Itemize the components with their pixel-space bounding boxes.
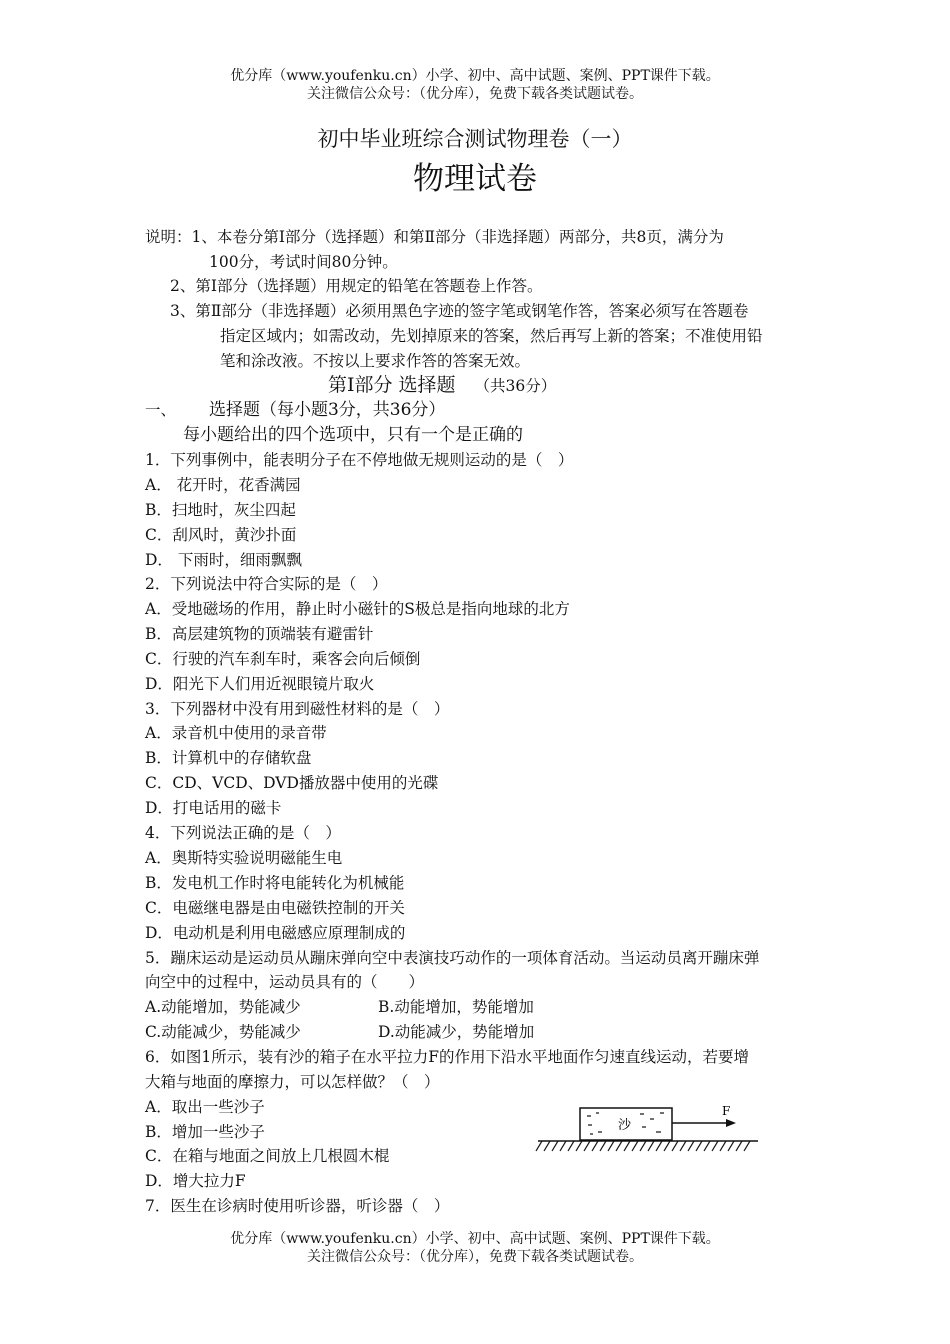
question-option: B．扫地时，灰尘四起: [145, 501, 296, 519]
question-option: D．打电话用的磁卡: [145, 799, 282, 817]
part-heading: [328, 375, 556, 396]
header-line-1: 优分库（www.youfenku.cn）小学、初中、高中试题、案例、PPT课件下载。: [230, 68, 720, 84]
question-option: A． 花开时，花香满园: [145, 476, 301, 494]
instruction-line: 2、第Ⅰ部分（选择题）用规定的铅笔在答题卷上作答。: [170, 277, 543, 295]
question-option: C．CD、VCD、DVD播放器中使用的光碟: [145, 774, 439, 792]
ground-hatching: [536, 1141, 750, 1151]
question-option: B.动能增加，势能增加: [378, 998, 534, 1016]
section-title: 选择题（每小题3分，共36分）: [208, 400, 446, 420]
question-option: D．电动机是利用电磁感应原理制成的: [145, 924, 406, 942]
question-option: D． 下雨时，细雨飘飘: [145, 551, 302, 569]
question-stem: 向空中的过程中，运动员具有的（ ）: [145, 973, 425, 991]
part-score: （共36分）: [474, 377, 557, 395]
question-option: D．增大拉力F: [145, 1172, 246, 1190]
section-heading: [145, 400, 445, 420]
question-stem: 2．下列说法中符合实际的是（ ）: [145, 575, 388, 593]
question-stem: 大箱与地面的摩擦力，可以怎样做？（ ）: [145, 1073, 440, 1091]
question-option: A．取出一些沙子: [145, 1098, 265, 1116]
footer-line-2: 关注微信公众号：（优分库），免费下载各类试题试卷。: [307, 1249, 643, 1265]
question-stem: 5．蹦床运动是运动员从蹦床弹向空中表演技巧动作的一项体育活动。当运动员离开蹦床弹: [145, 949, 760, 967]
question-option: A．录音机中使用的录音带: [145, 724, 327, 742]
question-option: B．增加一些沙子: [145, 1123, 265, 1141]
question-option: C．行驶的汽车刹车时，乘客会向后倾倒: [145, 650, 421, 668]
question-option: D．阳光下人们用近视眼镜片取火: [145, 675, 375, 693]
question-option: A．奥斯特实验说明磁能生电: [145, 849, 343, 867]
instruction-line: 说明：1、本卷分第Ⅰ部分（选择题）和第Ⅱ部分（非选择题）两部分，共8页，满分为: [145, 228, 724, 246]
box-label: 沙: [618, 1118, 632, 1133]
question-stem: 3．下列器材中没有用到磁性材料的是（ ）: [145, 700, 450, 718]
question-option: C.动能减少，势能减少: [145, 1023, 301, 1041]
instruction-line: 指定区域内；如需改动，先划掉原来的答案，然后再写上新的答案；不准使用铅: [220, 327, 763, 345]
exam-title: 初中毕业班综合测试物理卷（一）: [317, 127, 633, 151]
question-option: B．高层建筑物的顶端装有避雷针: [145, 625, 374, 643]
question-option: B．发电机工作时将电能转化为机械能: [145, 874, 405, 892]
question-stem: 7．医生在诊病时使用听诊器，听诊器（ ）: [145, 1197, 450, 1215]
force-arrowhead: [726, 1119, 736, 1127]
question-stem: 6．如图1所示，装有沙的箱子在水平拉力F的作用下沿水平地面作匀速直线运动，若要增: [145, 1048, 749, 1066]
figure-sand-box: [532, 1099, 762, 1157]
instruction-line: 100分，考试时间80分钟。: [209, 253, 398, 271]
question-option: A.动能增加，势能减少: [145, 998, 301, 1016]
section-number: 一、: [145, 401, 177, 419]
force-label: F: [722, 1104, 731, 1118]
question-stem: 1．下列事例中，能表明分子在不停地做无规则运动的是（ ）: [145, 451, 574, 469]
footer-line-1: 优分库（www.youfenku.cn）小学、初中、高中试题、案例、PPT课件下载。: [230, 1231, 720, 1247]
part-title: 第Ⅰ部分 选择题: [328, 374, 456, 396]
question-option: A．受地磁场的作用，静止时小磁针的S极总是指向地球的北方: [145, 600, 570, 618]
question-option: C．电磁继电器是由电磁铁控制的开关: [145, 899, 405, 917]
header-line-2: 关注微信公众号：（优分库），免费下载各类试题试卷。: [307, 86, 643, 102]
instruction-line: 笔和涂改液。不按以上要求作答的答案无效。: [220, 352, 531, 370]
instruction-line: 3、第Ⅱ部分（非选择题）必须用黑色字迹的签字笔或钢笔作答，答案必须写在答题卷: [170, 302, 749, 320]
question-option: B．计算机中的存储软盘: [145, 749, 312, 767]
question-option: D.动能减少，势能增加: [378, 1023, 535, 1041]
question-stem: 4．下列说法正确的是（ ）: [145, 824, 341, 842]
section-note: 每小题给出的四个选项中，只有一个是正确的: [183, 425, 523, 445]
exam-subtitle: 物理试卷: [413, 161, 537, 197]
question-option: C．刮风时，黄沙扑面: [145, 526, 297, 544]
question-option: C．在箱与地面之间放上几根圆木棍: [145, 1147, 390, 1165]
